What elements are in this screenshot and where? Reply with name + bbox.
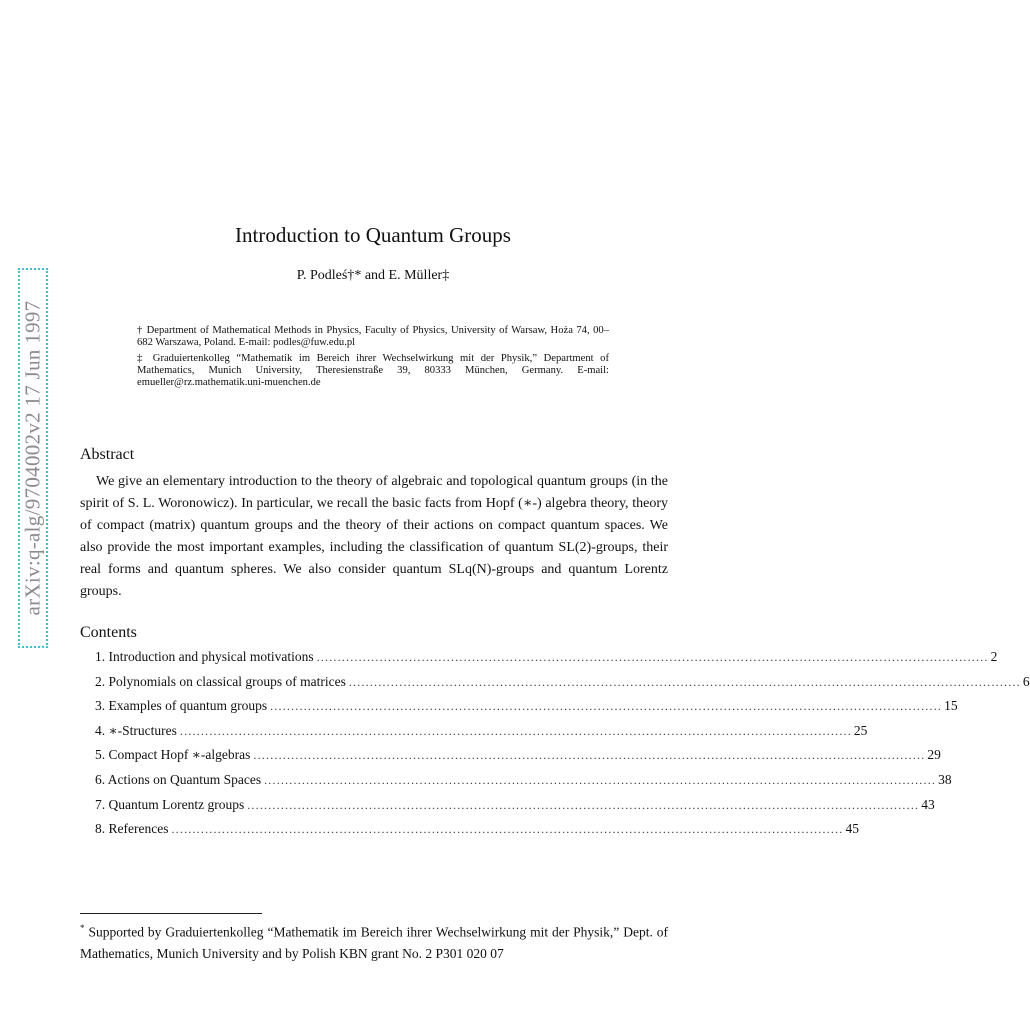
toc-entry-page: 6: [1022, 673, 1030, 689]
toc-entry-page: 15: [944, 698, 958, 714]
abstract-body: We give an elementary introduction to the theory of algebraic and topological quantum groups (in the spirit of S. L. Woronowicz). In particular, we recall the basic facts from Hopf (∗-) algebra theory, theory of compact (matrix) quantum groups and the theory of their actions on compact quantum spaces. We also provide the most important examples, including the classification of quantum SL(2)-groups, their real forms and quantum spheres. We also consider quantum SLq(N)-groups and quantum Lorentz groups.: [80, 474, 668, 599]
abstract-heading: Abstract: [80, 446, 135, 463]
toc-entry: [95, 722, 868, 748]
toc-entry-label: 1. Introduction and physical motivations: [95, 649, 314, 664]
toc-entry-page: 29: [927, 747, 941, 763]
toc-dot-leader: ................................................................................................................................................................: [264, 772, 937, 787]
arxiv-stamp: [18, 268, 48, 648]
toc-entry: [95, 698, 958, 723]
toc-entry-label: 7. Quantum Lorentz groups: [95, 796, 245, 812]
affiliation-warsaw: † Department of Mathematical Methods in Physics, Faculty of Physics, University of Warsaw, Hoża 74, 00–682 Warszawa, Poland. E-mail: podles@fuw.edu.pl: [137, 325, 609, 348]
toc-entry-label: 4. ∗-Structures: [95, 722, 177, 738]
toc-entry-page: 2: [990, 649, 998, 664]
toc-entry-label: 5. Compact Hopf ∗-algebras: [95, 747, 251, 763]
toc-entry-page: 38: [938, 771, 952, 787]
toc-entry: [95, 821, 859, 846]
toc-entry: [95, 796, 935, 822]
contents-heading: Contents: [80, 624, 137, 641]
toc-entry-page: 45: [845, 821, 859, 837]
toc-entry-label: 3. Examples of quantum groups: [95, 698, 268, 714]
paper-authors: P. Podleś†* and E. Müller‡: [296, 268, 450, 283]
toc-dot-leader: ................................................................................................................................................................: [247, 797, 920, 812]
toc-dot-leader: ................................................................................................................................................................: [316, 650, 989, 664]
toc-entry-page: 25: [853, 722, 868, 738]
footnote: [80, 918, 668, 964]
toc-entry-page: 43: [921, 796, 935, 812]
toc-entry-label: 2. Polynomials on classical groups of matrices: [95, 673, 346, 689]
toc-entry: [95, 649, 998, 674]
toc-dot-leader: ................................................................................................................................................................: [179, 723, 852, 738]
paper-title: Introduction to Quantum Groups: [235, 223, 511, 247]
arxiv-stamp-text: arXiv:q-alg/9704002v2 17 Jun 1997: [20, 300, 45, 616]
footnote-text: Supported by Graduiertenkolleg “Mathematik im Bereich ihrer Wechselwirkung mit der Physik,” Dept. of Mathematics, Munich University and by Polish KBN grant No. 2 P301 020 07: [80, 924, 668, 961]
toc-entry-label: 6. Actions on Quantum Spaces: [95, 771, 262, 787]
toc-entry: [95, 771, 952, 797]
toc-dot-leader: ................................................................................................................................................................: [253, 748, 926, 763]
affiliation-munich: ‡ Graduiertenkolleg “Mathematik im Bereich ihrer Wechselwirkung mit der Physik,” Department of Mathematics, Munich University, Theresienstraße 39, 80333 München, Germany. E-mail: emueller@rz.mathematik.uni-muenchen.de: [137, 353, 609, 388]
toc-entry: [95, 747, 941, 772]
footnote-mark: *: [80, 923, 85, 933]
table-of-contents: [95, 649, 1030, 846]
toc-dot-leader: ................................................................................................................................................................: [348, 674, 1021, 689]
toc-dot-leader: ................................................................................................................................................................: [270, 699, 943, 714]
toc-entry-label: 8. References: [95, 821, 169, 837]
footnote-rule: [80, 913, 262, 914]
toc-entry: [95, 673, 1030, 699]
toc-dot-leader: ................................................................................................................................................................: [171, 822, 844, 837]
affiliations: [137, 325, 609, 393]
